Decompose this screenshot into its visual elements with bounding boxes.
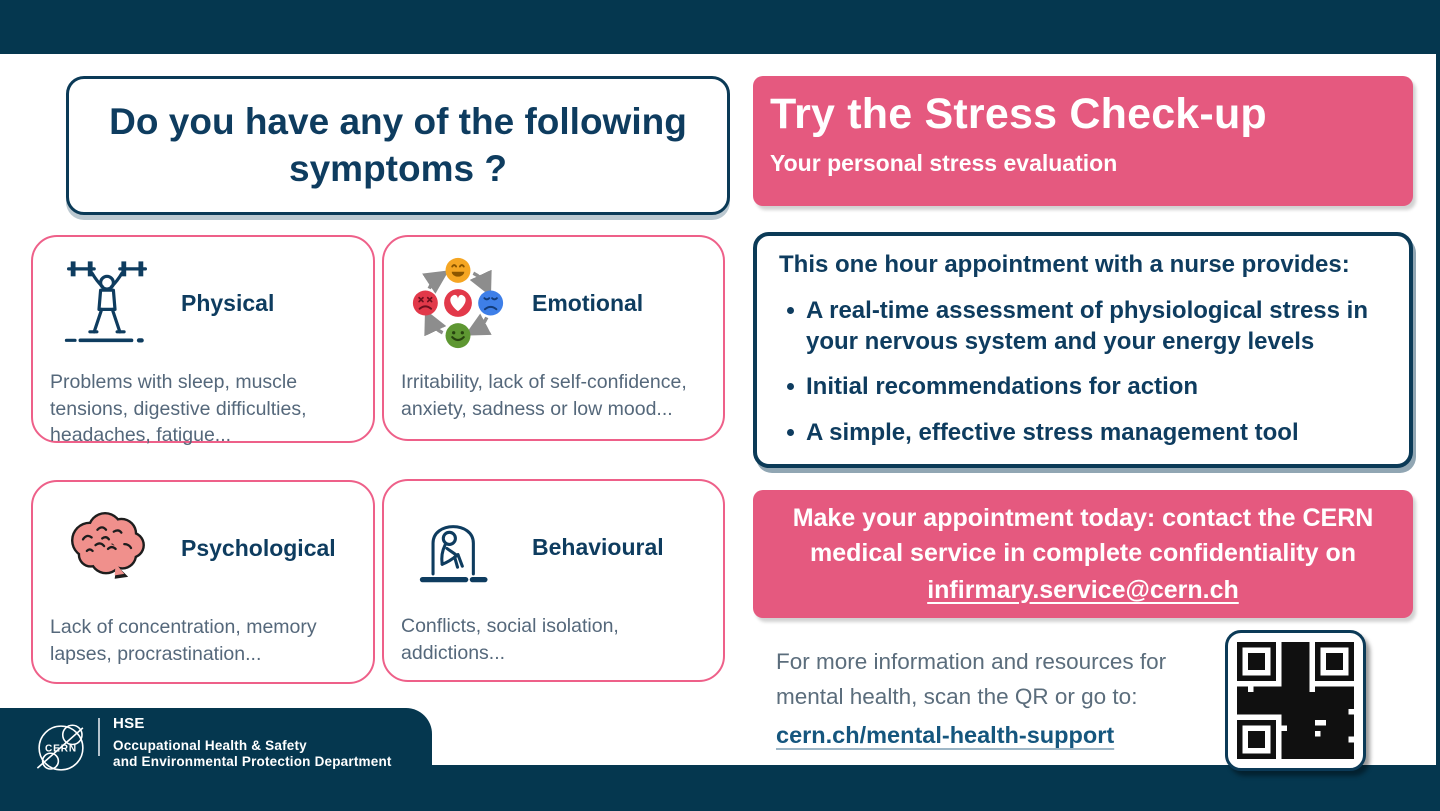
emotions-cycle-icon [410, 255, 506, 351]
department-line-2: and Environmental Protection Department [113, 753, 392, 769]
banner-title: Try the Stress Check-up [770, 90, 1267, 138]
isolated-person-icon [410, 499, 506, 595]
qr-code [1225, 630, 1366, 771]
card-behavioural [382, 479, 725, 682]
appointment-bullet: A real-time assessment of physiological stress in your nervous system and your energy levels [779, 296, 1393, 357]
symptoms-title: Do you have any of the following symptoms ? [109, 100, 687, 189]
svg-text:CERN: CERN [45, 743, 77, 755]
card-title-emotional: Emotional [532, 289, 644, 316]
card-text-physical: Problems with sleep, muscle tensions, digestive difficulties, headaches, fatigue... [50, 371, 307, 447]
card-emotional [382, 235, 725, 441]
card-text-behavioural: Conflicts, social isolation, addictions... [401, 615, 619, 664]
department-acronym: HSE [113, 715, 145, 732]
card-behavioural-head [384, 481, 723, 597]
right-edge [1436, 0, 1440, 811]
more-info-block [776, 644, 1166, 753]
brain-icon [59, 500, 155, 596]
stress-checkup-banner [753, 76, 1413, 206]
appointment-bullet: A simple, effective stress management tool [779, 418, 1393, 449]
cta-text [777, 501, 1389, 608]
symptoms-title-box [66, 76, 730, 215]
appointment-box [753, 232, 1413, 468]
card-title-physical: Physical [181, 289, 275, 316]
info-line-1: For more information and resources for [776, 649, 1167, 674]
appointment-heading: This one hour appointment with a nurse provides: [779, 251, 1350, 278]
mental-health-link[interactable]: cern.ch/mental-health-support [776, 722, 1115, 748]
banner-subtitle: Your personal stress evaluation [770, 150, 1118, 176]
qr-pattern [1237, 642, 1354, 759]
card-text-emotional: Irritability, lack of self-confidence, anxiety, sadness or low mood... [401, 371, 687, 420]
cta-text-span: Make your appointment today: contact the CERN medical service in complete confidentiality on [792, 503, 1374, 567]
cern-logo-icon [26, 713, 96, 783]
appointment-bullet: Initial recommendations for action [779, 372, 1393, 403]
footer-divider [98, 718, 100, 756]
card-title-behavioural: Behavioural [532, 533, 664, 560]
card-psychological-head [33, 482, 373, 598]
cta-banner [753, 490, 1413, 618]
card-text-psychological: Lack of concentration, memory lapses, procrastination... [50, 616, 317, 665]
card-title-psychological: Psychological [181, 534, 336, 561]
department-text [113, 715, 392, 770]
top-bar [0, 0, 1440, 54]
department-line-1: Occupational Health & Safety [113, 738, 307, 753]
card-emotional-head [384, 237, 723, 353]
hse-footer [0, 708, 432, 811]
weightlifter-icon [59, 255, 155, 351]
card-physical-head [33, 237, 373, 353]
cta-email-link[interactable]: infirmary.service@cern.ch [927, 575, 1239, 604]
card-physical [31, 235, 375, 447]
card-psychological [31, 480, 375, 684]
info-line-2: mental health, scan the QR or go to: [776, 684, 1138, 709]
appointment-bullets [779, 296, 1393, 449]
